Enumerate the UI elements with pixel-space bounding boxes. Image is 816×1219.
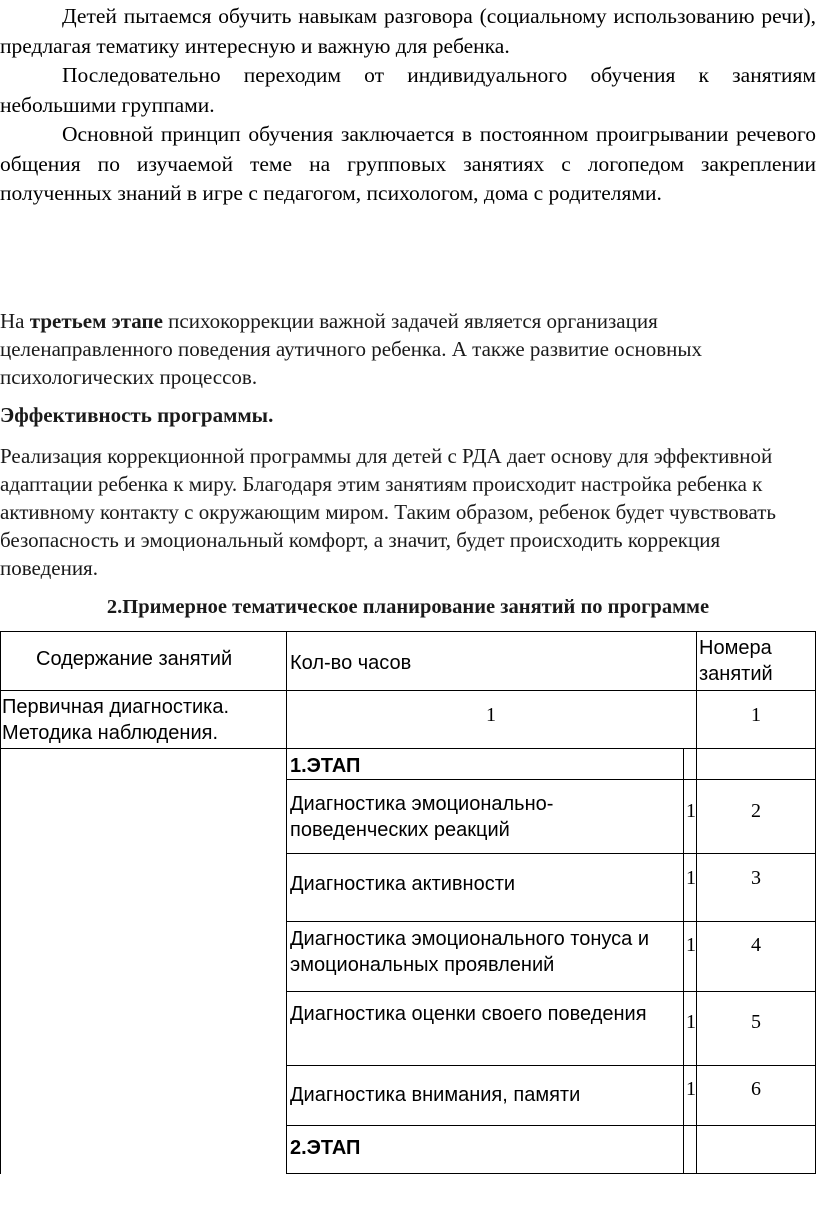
- first-row-number: 1: [751, 704, 761, 726]
- table-line-header: [0, 690, 816, 691]
- table-border-top: [0, 631, 816, 632]
- table-col-line-2: [683, 748, 684, 1174]
- table-title: 2.Примерное тематическое планирование занятий по программе: [106, 596, 710, 618]
- row-hours-6: 1: [686, 1078, 696, 1100]
- table-border-left: [0, 631, 1, 1174]
- row-content-5: Диагностика оценки своего поведения: [290, 1003, 647, 1025]
- row-number-2: 2: [751, 800, 761, 822]
- row-number-3: 3: [751, 867, 761, 889]
- first-row-hours: 1: [486, 704, 496, 726]
- paragraph-2: Последовательно переходим от индивидуального обучения к занятиям небольшими группами.: [0, 63, 816, 117]
- first-row-content: Первичная диагностика. Методика наблюдения.: [2, 696, 230, 744]
- header-numbers: Номера занятий: [699, 637, 773, 685]
- effectiveness-text: Реализация коррекционной программы для детей с РДА дает основу для эффективной адаптации ребенка к миру. Благодаря этим занятиям происходит настройка ребенка к активному контакту с окружающим миром. Таким образом, ребенок будет чувствовать безопасность и эмоциональный комфорт, а значит, будет происходить коррекция поведения.: [0, 444, 776, 580]
- stage2-label: 2.ЭТАП: [290, 1137, 361, 1159]
- header-hours: Кол-во часов: [290, 652, 412, 674]
- table-line-r5: [286, 1065, 816, 1066]
- stage3-paragraph: [0, 307, 790, 391]
- row-hours-4: 1: [686, 934, 696, 956]
- table-line-stage1: [286, 779, 816, 780]
- row-number-5: 5: [751, 1011, 761, 1033]
- stage3-prefix: На: [0, 309, 30, 333]
- header-content: Содержание занятий: [36, 648, 233, 670]
- stage1-label: 1.ЭТАП: [290, 755, 361, 777]
- table-line-r3: [286, 921, 816, 922]
- stage3-rest: психокоррекции важной задачей является организация целенаправленного поведения аутичного ребенка. А также развитие основных психологических процессов.: [0, 309, 703, 389]
- table-line-stage2: [286, 1173, 816, 1174]
- table-line-row1: [0, 748, 816, 749]
- row-hours-2: 1: [686, 800, 696, 822]
- row-content-2: Диагностика эмоционально-поведенческих реакций: [290, 793, 554, 841]
- row-content-4: Диагностика эмоционального тонуса и эмоциональных проявлений: [290, 928, 650, 976]
- paragraph-1: Детей пытаемся обучить навыкам разговора (социальному использованию речи), предлагая тематику интересную и важную для ребенка.: [0, 4, 816, 58]
- stage3-bold: третьем этапе: [29, 309, 163, 333]
- row-content-3: Диагностика активности: [290, 873, 516, 895]
- row-content-6: Диагностика внимания, памяти: [290, 1084, 581, 1106]
- table-line-r6: [286, 1125, 816, 1126]
- effectiveness-heading: Эффективность программы.: [0, 403, 274, 427]
- row-number-6: 6: [751, 1078, 761, 1100]
- row-hours-3: 1: [686, 867, 696, 889]
- table-line-r4: [286, 991, 816, 992]
- row-hours-5: 1: [686, 1011, 696, 1033]
- table-line-r2: [286, 853, 816, 854]
- paragraph-3: Основной принцип обучения заключается в постоянном проигрывании речевого общения по изучаемой теме на групповых занятиях с логопедом закреплении полученных знаний в игре с педагогом, психологом, дома с родителями.: [0, 122, 816, 205]
- row-number-4: 4: [751, 934, 761, 956]
